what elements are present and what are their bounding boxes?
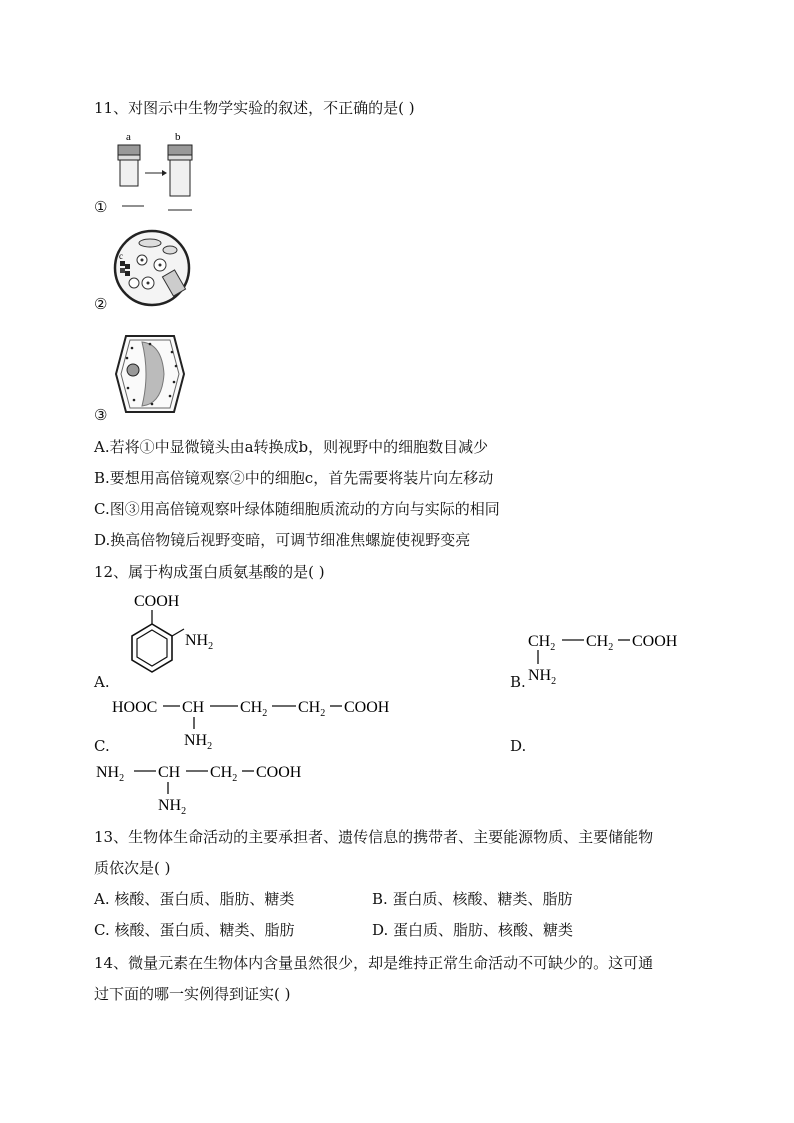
d-nh-left: NH (96, 764, 120, 781)
q14-stem-line2: 过下面的哪一实例得到证实( ) (94, 985, 291, 1003)
b-cooh: COOH (632, 633, 678, 650)
b-nh: NH (528, 667, 552, 684)
q11-option-a: A.若将①中显微镜头由a转换成b，则视野中的细胞数目减少 (94, 438, 489, 456)
q13-option-c: C. 核酸、蛋白质、糖类、脂肪 (94, 921, 295, 939)
svg-text:NH2 (528, 667, 556, 686)
figure-2-microscope-field (112, 228, 192, 308)
q12-label-c: C. (94, 737, 110, 755)
d-ch: CH (158, 764, 181, 781)
q13-option-b: B. 蛋白质、核酸、糖类、脂肪 (372, 890, 573, 908)
d-ch2: CH (210, 764, 233, 781)
a-nh: NH (185, 632, 209, 649)
structure-b (526, 626, 706, 686)
q11-stem: 11、对图示中生物学实验的叙述，不正确的是( ) (94, 99, 415, 117)
b-sub3: 2 (551, 676, 557, 686)
q12-label-b: B. (510, 673, 526, 691)
q11-option-b: B.要想用高倍镜观察②中的细胞c，首先需要将装片向左移动 (94, 469, 494, 487)
c-sub1: 2 (262, 708, 268, 719)
a-cooh: COOH (134, 593, 180, 610)
q14-stem-line1: 14、微量元素在生物体内含量虽然很少，却是维持正常生命活动不可缺少的。这可通 (94, 954, 654, 972)
structure-c (110, 693, 410, 751)
svg-text:CH2 (528, 633, 555, 653)
q12-stem: 12、属于构成蛋白质氨基酸的是( ) (94, 563, 325, 581)
figure-1-objective-lenses (112, 128, 202, 218)
c-cooh: COOH (344, 699, 390, 716)
q11-option-c: C.图③用高倍镜观察叶绿体随细胞质流动的方向与实际的相同 (94, 500, 500, 518)
a-sub: 2 (208, 641, 214, 652)
q13-stem-line2: 质依次是( ) (94, 859, 171, 877)
structure-a (108, 588, 228, 678)
c-nh: NH (184, 732, 208, 749)
c-ch2b: CH (298, 699, 321, 716)
c-sub3: 2 (207, 741, 213, 751)
c-hooc: HOOC (112, 699, 158, 716)
q13-stem-line1: 13、生物体生命活动的主要承担者、遗传信息的携带者、主要能源物质、主要储能物 (94, 828, 654, 846)
figure-3-plant-cell (112, 332, 187, 416)
figure-1-number: ① (94, 198, 108, 216)
svg-text:NH2 (184, 732, 212, 751)
figure-3-number: ③ (94, 406, 108, 424)
d-sub1: 2 (119, 773, 125, 784)
q12-label-a: A. (94, 673, 110, 691)
svg-text:CH2 (240, 699, 267, 719)
svg-text:NH2 (96, 764, 124, 784)
label-b: b (175, 131, 181, 143)
b-sub1: 2 (550, 642, 556, 653)
label-a: a (126, 131, 131, 143)
d-sub2: 2 (232, 773, 238, 784)
svg-text:CH2 (586, 633, 613, 653)
q12-label-d: D. (510, 737, 527, 755)
label-c: c (119, 251, 123, 261)
a-nh2 (185, 632, 213, 652)
b-ch1: CH (528, 633, 551, 650)
c-ch: CH (182, 699, 205, 716)
figure-2-number: ② (94, 295, 108, 313)
structure-d (94, 758, 334, 816)
svg-text:NH2 (158, 797, 186, 816)
d-sub3: 2 (181, 806, 187, 816)
c-sub2: 2 (320, 708, 326, 719)
q11-option-d: D.换高倍物镜后视野变暗，可调节细准焦螺旋使视野变亮 (94, 531, 471, 549)
b-sub2: 2 (608, 642, 614, 653)
q13-option-a: A. 核酸、蛋白质、脂肪、糖类 (94, 890, 295, 908)
svg-text:CH2 (298, 699, 325, 719)
q13-option-d: D. 蛋白质、脂肪、核酸、糖类 (372, 921, 574, 939)
c-ch2a: CH (240, 699, 263, 716)
svg-text:CH2 (210, 764, 237, 784)
d-cooh: COOH (256, 764, 302, 781)
b-ch2: CH (586, 633, 609, 650)
d-nh-bottom: NH (158, 797, 182, 814)
